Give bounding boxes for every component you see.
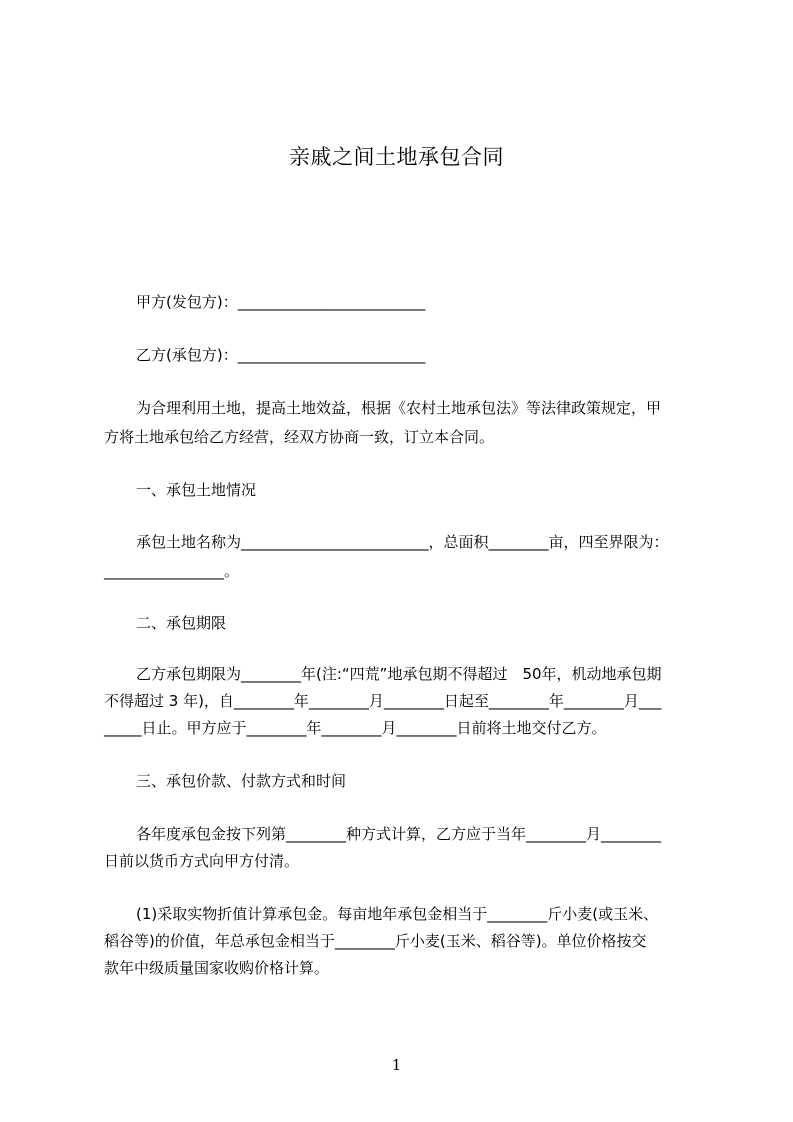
party-b-line: 乙方(承包方)：_________________________ [136, 346, 426, 364]
section-3-heading: 三、承包价款、付款方式和时间 [136, 772, 347, 790]
section-3-line-1: 各年度承包金按下列第________种方式计算，乙方应于当年________月________ [136, 825, 662, 843]
intro-line-1: 为合理利用土地，提高土地效益，根据《农村土地承包法》等法律政策规定，甲 [136, 399, 662, 417]
section-1-line-1: 承包土地名称为_________________________，总面积________亩，四至界限为： [136, 533, 669, 551]
party-a-line: 甲方(发包方)：_________________________ [136, 293, 426, 311]
clause-1-line-2: 稻谷等)的价值，年总承包金相当于________斤小麦(玉米、稻谷等)。单位价格按交 [104, 932, 647, 950]
section-2-line-1: 乙方承包期限为________年(注:“四荒”地承包期不得超过 50年，机动地承包期 [136, 665, 662, 683]
section-2-line-2: 不得超过 3 年)，自________年________月________日起至________年________月___ [104, 692, 662, 710]
section-2-heading: 二、承包期限 [136, 614, 227, 632]
section-1-heading: 一、承包土地情况 [136, 481, 257, 499]
section-1-line-2: ________________。 [104, 562, 240, 580]
section-3-line-2: 日前以货币方式向甲方付清。 [104, 852, 300, 870]
clause-1-line-1: (1)采取实物折值计算承包金。每亩地年承包金相当于________斤小麦(或玉米、 [136, 905, 659, 923]
clause-1-line-3: 款年中级质量国家收购价格计算。 [104, 959, 330, 977]
page-number: 1 [391, 1056, 402, 1074]
intro-line-2: 方将土地承包给乙方经营，经双方协商一致，订立本合同。 [104, 428, 495, 446]
section-2-line-3: _____日止。甲方应于________年________月________日前将土地交付乙方。 [104, 719, 607, 737]
page-title: 亲戚之间土地承包合同 [289, 145, 504, 169]
